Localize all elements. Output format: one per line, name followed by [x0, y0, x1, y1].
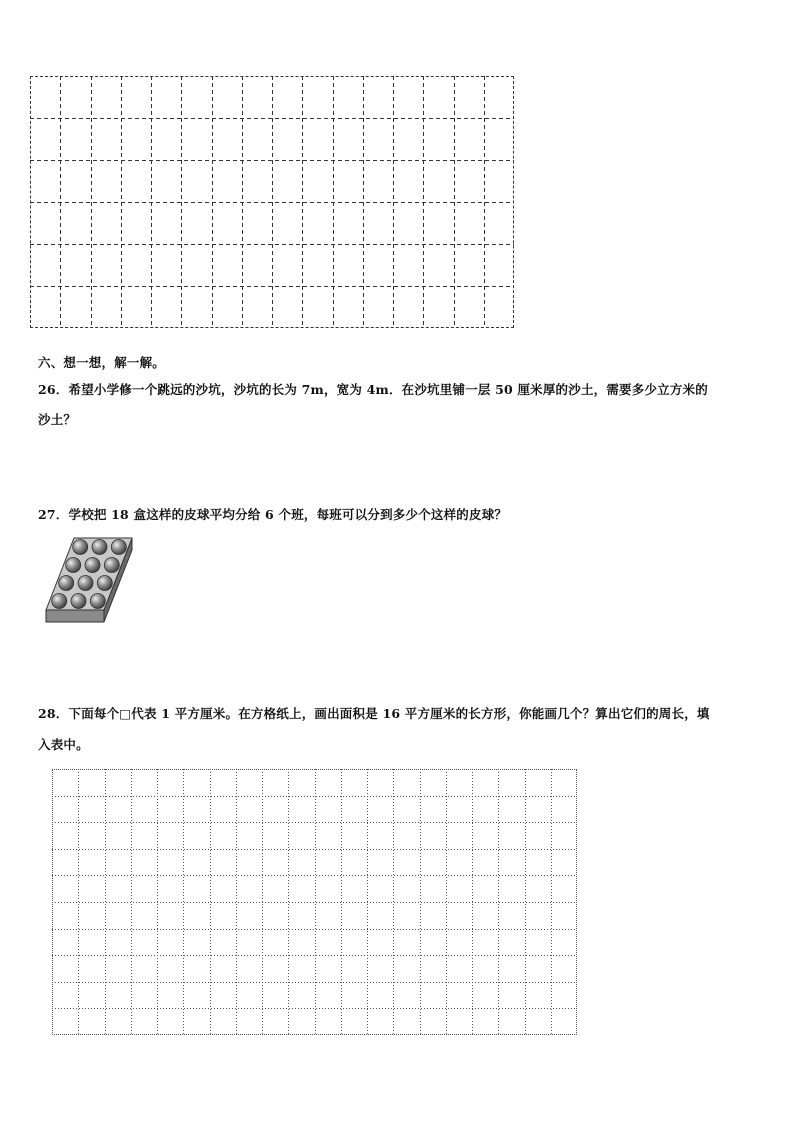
question-26-line1: 26．希望小学修一个跳远的沙坑，沙坑的长为 7m，宽为 4m．在沙坑里铺一层 50 厘米厚的沙土，需要多少立方米的 [38, 382, 708, 397]
ball [97, 576, 112, 591]
ball [73, 540, 88, 555]
ball [85, 558, 100, 573]
square-grid [52, 769, 577, 1035]
ball [92, 540, 107, 555]
ball [90, 594, 105, 609]
question-26-line2: 沙土？ [38, 412, 77, 427]
ball [52, 594, 67, 609]
ball [71, 594, 86, 609]
ball [104, 558, 119, 573]
ball [59, 576, 74, 591]
ball [78, 576, 93, 591]
section-heading: 六、想一想，解一解。 [38, 355, 166, 370]
question-27-line1: 27．学校把 18 盒这样的皮球平均分给 6 个班，每班可以分到多少个这样的皮球？ [38, 507, 508, 522]
writing-grid-lines [30, 76, 514, 328]
question-28-line2: 入表中。 [38, 737, 89, 752]
ball [66, 558, 81, 573]
question-28-line1: 28．下面每个□代表 1 平方厘米。在方格纸上，画出面积是 16 平方厘米的长方形，你能画几个？算出它们的周长，填 [38, 706, 710, 721]
writing-grid [30, 76, 514, 328]
ball-box-image [44, 534, 136, 626]
square-grid-lines [52, 769, 577, 1035]
ball [111, 540, 126, 555]
